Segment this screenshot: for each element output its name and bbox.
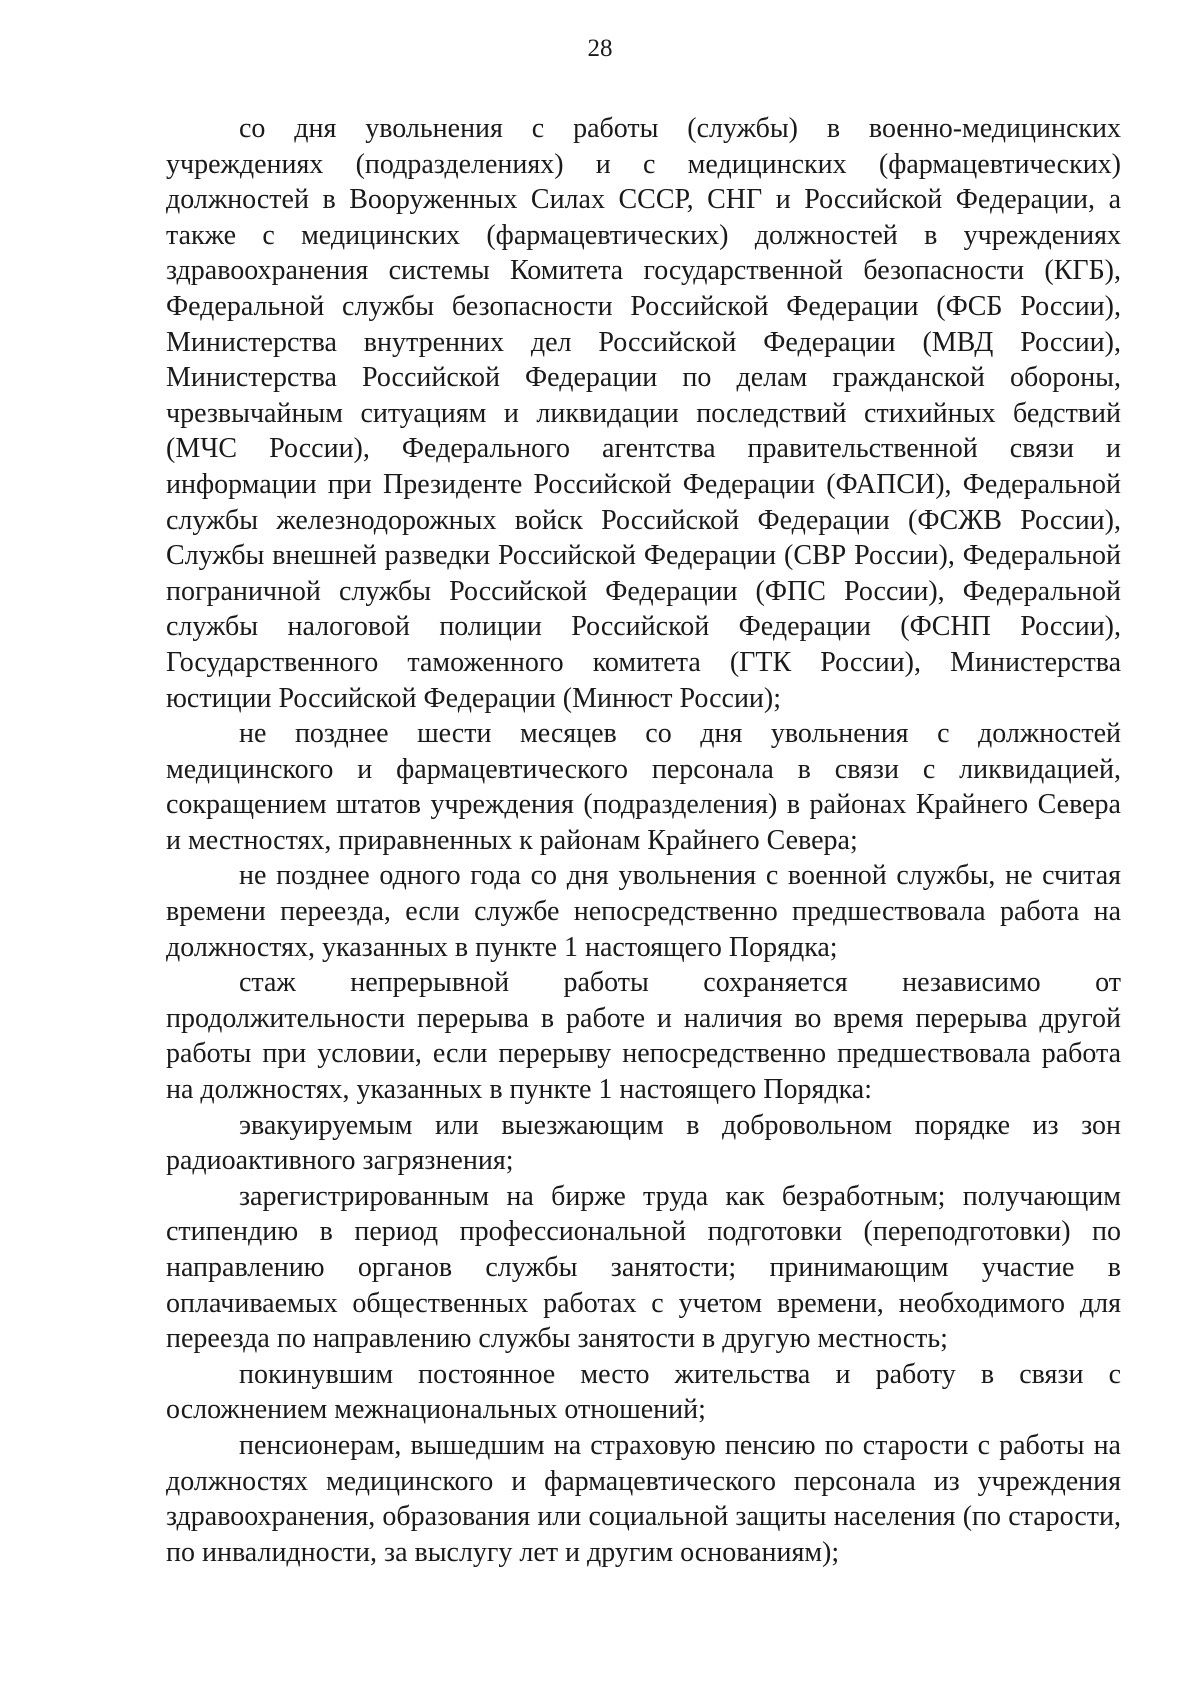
page-number: 28 — [587, 35, 613, 62]
paragraph: стаж непрерывной работы сохраняется независимо от продолжительности перерыва в работе и наличия во время перерыва другой работы при условии, если перерыву непосредственно предшествовала работа на должностях, указанных в пункте 1 настоящего Порядка: — [166, 967, 1121, 1106]
paragraph: эвакуируемым или выезжающим в добровольном порядке из зон радиоактивного загрязнения; — [166, 1109, 1121, 1177]
paragraph: пенсионерам, вышедшим на страховую пенсию по старости с работы на должностях медицинского и фармацевтического персонала из учреждения здравоохранения, образования или социальной защиты населения (по старости, по инвалидности, за выслугу лет и другим основаниям); — [166, 1429, 1121, 1568]
paragraph: зарегистрированным на бирже труда как безработным; получающим стипендию в период профессиональной подготовки (переподготовки) по направлению органов службы занятости; принимающим участие в оплачиваемых общественных работах с учетом времени, необходимого для переезда по направлению службы занятости в другую местность; — [166, 1180, 1121, 1355]
paragraph: покинувшим постоянное место жительства и работу в связи с осложнением межнациональных отношений; — [166, 1358, 1121, 1426]
paragraph: со дня увольнения с работы (службы) в военно-медицинских учреждениях (подразделениях) и с медицинских (фармацевтических) должностей в Вооруженных Силах СССР, СНГ и Российской Федерации, а также с медицинских (фармацевтических) должностей в учреждениях здравоохранения системы Комитета государственной безопасности (КГБ), Федеральной службы безопасности Российской Федерации (ФСБ России), Министерства внутренних дел Российской Федерации (МВД России), Министерства Российской Федерации по делам гражданской обороны, чрезвычайным ситуациям и ликвидации последствий стихийных бедствий (МЧС России), Федерального агентства правительственной связи и информации при Президенте Российской Федерации (ФАПСИ), Федеральной службы железнодорожных войск Российской Федерации (ФСЖВ России), Службы внешней разведки Российской Федерации (СВР России), Федеральной пограничной службы Российской Федерации (ФПС России), Федеральной службы налоговой полиции Российской Федерации (ФСНП России), Государственного таможенного комитета (ГТК России), Министерства юстиции Российской Федерации (Минюст России); — [166, 113, 1121, 714]
paragraph: не позднее шести месяцев со дня увольнения с должностей медицинского и фармацевтического персонала в связи с ликвидацией, сокращением штатов учреждения (подразделения) в районах Крайнего Севера и местностях, приравненных к районам Крайнего Севера; — [166, 718, 1121, 856]
document-body — [166, 111, 1121, 1570]
paragraph: не позднее одного года со дня увольнения с военной службы, не считая времени переезда, если службе непосредственно предшествовала работа на должностях, указанных в пункте 1 настоящего Порядка; — [166, 860, 1121, 963]
